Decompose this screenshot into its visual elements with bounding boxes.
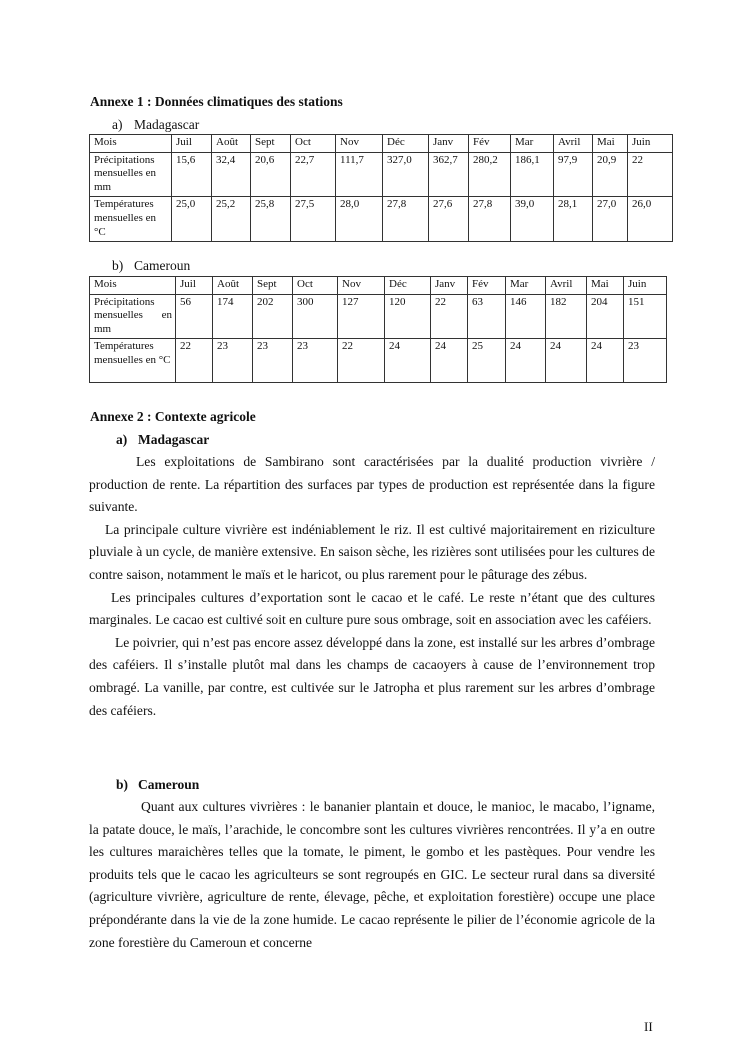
value-cell: 23	[253, 339, 293, 383]
value-cell: 25	[468, 339, 506, 383]
value-cell: 24	[506, 339, 546, 383]
value-cell: 27,5	[291, 197, 336, 242]
month-cell: Mai	[593, 135, 628, 153]
month-cell: Août	[212, 135, 251, 153]
value-cell: 280,2	[469, 152, 511, 197]
cameroun-table-caption	[112, 258, 190, 274]
value-cell: 24	[385, 339, 431, 383]
value-cell: 362,7	[429, 152, 469, 197]
row-label-cell: Précipitations mensuelles en mm	[90, 294, 176, 339]
month-cell: Fév	[468, 277, 506, 295]
value-cell: 186,1	[511, 152, 554, 197]
value-cell: 63	[468, 294, 506, 339]
madagascar-section-label: a)	[116, 432, 128, 447]
month-cell: Mar	[506, 277, 546, 295]
row-label-cell: Températures mensuelles en °C	[90, 197, 172, 242]
cameroun-section-name: Cameroun	[138, 777, 200, 792]
value-cell: 56	[176, 294, 213, 339]
cameroun-table-label: b)	[112, 258, 124, 273]
table-row	[90, 294, 667, 339]
value-cell: 27,0	[593, 197, 628, 242]
value-cell: 27,8	[383, 197, 429, 242]
value-cell: 327,0	[383, 152, 429, 197]
month-cell: Juin	[624, 277, 667, 295]
value-cell: 27,8	[469, 197, 511, 242]
value-cell: 25,0	[172, 197, 212, 242]
month-cell: Déc	[385, 277, 431, 295]
value-cell: 24	[587, 339, 624, 383]
annexe2-title: Annexe 2 : Contexte agricole	[90, 409, 256, 424]
cameroun-text	[89, 796, 655, 954]
month-cell: Oct	[291, 135, 336, 153]
month-cell: Sept	[253, 277, 293, 295]
month-cell: Janv	[429, 135, 469, 153]
value-cell: 28,0	[336, 197, 383, 242]
value-cell: 120	[385, 294, 431, 339]
header-cell: Mois	[90, 277, 176, 295]
header-cell: Mois	[90, 135, 172, 153]
table-row	[90, 277, 667, 295]
paragraph: Le poivrier, qui n’est pas encore assez développé dans la zone, est installé sur les arbres d’ombrage des caféiers. Il s’installe plutôt mal dans les champs de cacaoyers à cause de l’environnement trop ombragé. La vanille, par contre, est cultivée sur le Jatropha et plus rarement sur les arbres d’ombrage des caféiers.	[89, 634, 655, 718]
value-cell: 28,1	[554, 197, 593, 242]
month-cell: Sept	[251, 135, 291, 153]
madagascar-climate-table	[89, 134, 673, 242]
month-cell: Nov	[336, 135, 383, 153]
month-cell: Avril	[546, 277, 587, 295]
value-cell: 151	[624, 294, 667, 339]
month-cell: Mai	[587, 277, 624, 295]
table-row	[90, 135, 673, 153]
month-cell: Fév	[469, 135, 511, 153]
table-row	[90, 339, 667, 383]
row-label-cell: Températures mensuelles en °C	[90, 339, 176, 383]
madagascar-table-caption	[112, 117, 199, 133]
paragraph: Les exploitations de Sambirano sont caractérisées par la dualité production vivrière / production de rente. La répartition des surfaces par types de production est représentée dans la figure suivante.	[89, 454, 655, 515]
value-cell: 22	[176, 339, 213, 383]
value-cell: 202	[253, 294, 293, 339]
value-cell: 27,6	[429, 197, 469, 242]
value-cell: 300	[293, 294, 338, 339]
value-cell: 22,7	[291, 152, 336, 197]
value-cell: 204	[587, 294, 624, 339]
value-cell: 174	[213, 294, 253, 339]
value-cell: 24	[431, 339, 468, 383]
cameroun-table-name: Cameroun	[134, 258, 191, 273]
month-cell: Nov	[338, 277, 385, 295]
month-cell: Oct	[293, 277, 338, 295]
value-cell: 23	[213, 339, 253, 383]
month-cell: Avril	[554, 135, 593, 153]
month-cell: Déc	[383, 135, 429, 153]
table-row	[90, 152, 673, 197]
madagascar-text	[89, 451, 655, 722]
value-cell: 97,9	[554, 152, 593, 197]
month-cell: Juil	[176, 277, 213, 295]
madagascar-table-name: Madagascar	[134, 117, 200, 132]
value-cell: 25,8	[251, 197, 291, 242]
paragraph: Quant aux cultures vivrières : le bananier plantain et douce, le manioc, le macabo, l’igname, la patate douce, le maïs, l’arachide, le concombre sont les cultures vivrières rencontrées. Il y’a en outre les cultures maraichères telles que la tomate, le piment, le gombo et les pastèques. Pour vendre les produits tels que le cacao les agriculteurs se sont regroupés en GIC. Le secteur rural dans sa diversité (agriculture vivrière, agriculture de rente, élevage, pêche, et exploitation forestière) occupe une place prépondérante dans la vie de la zone humide. Le cacao représente le pilier de l’économie agricole de la zone forestière du Cameroun et concerne	[89, 799, 655, 950]
value-cell: 127	[338, 294, 385, 339]
value-cell: 15,6	[172, 152, 212, 197]
value-cell: 111,7	[336, 152, 383, 197]
month-cell: Mar	[511, 135, 554, 153]
value-cell: 146	[506, 294, 546, 339]
paragraph: Les principales cultures d’exportation sont le cacao et le café. Le reste n’étant que des cultures marginales. Le cacao est cultivé soit en culture pure sous ombrage, soit en association avec les caféiers.	[89, 589, 655, 628]
value-cell: 20,6	[251, 152, 291, 197]
madagascar-section-heading	[116, 432, 209, 448]
month-cell: Juin	[628, 135, 673, 153]
paragraph: La principale culture vivrière est indéniablement le riz. Il est cultivé majoritairement en riziculture pluviale à un cycle, de manière extensive. En saison sèche, les rizières sont utilisées pour les cultures de contre saison, notamment le maïs et le haricot, ou plus rarement pour le pâturage des zébus.	[89, 521, 655, 582]
cameroun-section-label: b)	[116, 777, 129, 792]
row-label-cell: Précipitations mensuelles en mm	[90, 152, 172, 197]
madagascar-section-name: Madagascar	[138, 432, 210, 447]
annexe1-title: Annexe 1 : Données climatiques des stations	[90, 94, 343, 109]
value-cell: 39,0	[511, 197, 554, 242]
value-cell: 26,0	[628, 197, 673, 242]
value-cell: 23	[624, 339, 667, 383]
month-cell: Janv	[431, 277, 468, 295]
month-cell: Août	[213, 277, 253, 295]
page-number: II	[644, 1019, 653, 1034]
value-cell: 32,4	[212, 152, 251, 197]
value-cell: 22	[338, 339, 385, 383]
value-cell: 22	[628, 152, 673, 197]
month-cell: Juil	[172, 135, 212, 153]
value-cell: 182	[546, 294, 587, 339]
madagascar-table-label: a)	[112, 117, 123, 132]
cameroun-climate-table	[89, 276, 667, 383]
cameroun-section-heading	[116, 777, 199, 793]
value-cell: 24	[546, 339, 587, 383]
table-row	[90, 197, 673, 242]
value-cell: 23	[293, 339, 338, 383]
value-cell: 25,2	[212, 197, 251, 242]
value-cell: 20,9	[593, 152, 628, 197]
value-cell: 22	[431, 294, 468, 339]
